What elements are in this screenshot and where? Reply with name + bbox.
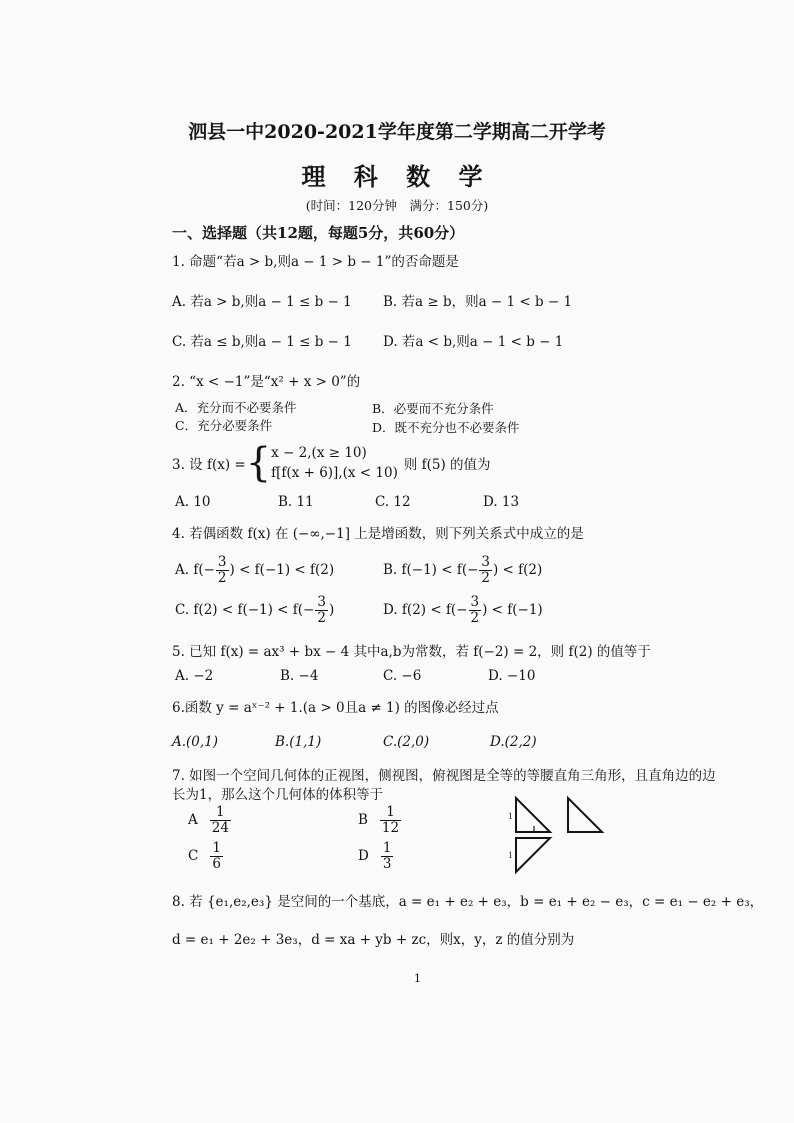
front-view-edge-label: 1 — [508, 811, 513, 821]
piecewise-brace: { — [245, 440, 272, 486]
fraction-three-halves — [479, 555, 492, 584]
question-1-option-c: C. 若a ≤ b,则a − 1 ≤ b − 1 — [172, 334, 352, 350]
question-2-option-c: C．充分必要条件 — [175, 418, 273, 433]
question-1-option-a: A. 若a > b,则a − 1 ≤ b − 1 — [172, 294, 352, 310]
fraction-numerator: 3 — [317, 594, 326, 611]
option-a-text-end: ) < f(−1) < f(2) — [229, 562, 335, 578]
fraction-denominator: 3 — [382, 855, 392, 872]
question-8-line-2: d = e₁ + 2e₂ + 3e₃，d = xa + yb + zc，则x，y，z 的值分别为 — [172, 932, 575, 948]
piecewise-case-1: x − 2,(x ≥ 10) — [271, 444, 367, 461]
exam-title: 泗县一中2020-2021学年度第二学期高二开学考 — [188, 121, 606, 143]
question-4-option-a — [175, 552, 334, 588]
question-3-option-b: B. 11 — [278, 494, 314, 510]
fraction-numerator: 1 — [380, 805, 401, 820]
question-6-stem: 6.函数 y = aˣ⁻² + 1.(a > 0且a ≠ 1) 的图像必经过点 — [172, 700, 499, 716]
question-1-option-b: B. 若a ≥ b，则a − 1 < b − 1 — [383, 294, 573, 310]
question-2-stem: 2. “x < −1”是“x² + x > 0”的 — [172, 374, 361, 390]
three-view-figure — [500, 792, 615, 887]
fraction-denominator: 24 — [211, 819, 229, 836]
fraction-denominator: 2 — [481, 569, 490, 586]
question-5-option-a: A. −2 — [175, 668, 214, 684]
fraction-denominator: 2 — [470, 609, 480, 626]
question-6-option-a: A.(0,1) — [172, 734, 219, 750]
fraction-numerator: 1 — [382, 840, 392, 857]
fraction-denominator: 12 — [381, 819, 400, 836]
fraction-numerator: 1 — [212, 840, 221, 857]
option-d-fraction — [381, 841, 394, 870]
fraction-denominator: 6 — [212, 855, 221, 872]
option-b-text-end: ) < f(2) — [493, 562, 543, 578]
question-2-option-a: A．充分而不必要条件 — [175, 400, 297, 415]
subject-title: 理 科 数 学 — [301, 162, 493, 191]
piecewise-case-2: f[f(x + 6)],(x < 10) — [271, 465, 398, 481]
question-3-option-d: D. 13 — [483, 494, 520, 510]
fraction-denominator: 2 — [217, 569, 227, 586]
option-c-label: C — [188, 848, 199, 864]
option-a-label: A — [188, 812, 198, 828]
fraction-numerator: 1 — [210, 805, 231, 820]
section-heading: 一、选择题（共12题，每题5分，共60分） — [172, 224, 465, 242]
question-4-option-b — [383, 552, 542, 588]
question-3-prefix: 3. 设 f(x) = — [172, 457, 246, 473]
question-3-stem — [172, 440, 491, 486]
fraction-numerator: 3 — [481, 554, 490, 571]
fraction-denominator: 2 — [317, 609, 326, 626]
question-6-option-c: C.(2,0) — [383, 734, 430, 750]
fraction-numerator: 3 — [217, 554, 227, 571]
question-4-stem: 4. 若偶函数 f(x) 在 (−∞,−1] 上是增函数，则下列关系式中成立的是 — [172, 526, 584, 542]
option-d-text-end: ) < f(−1) — [482, 602, 543, 618]
top-view-triangle — [516, 838, 550, 872]
option-b-text-start: B. f(−1) < f(− — [383, 562, 479, 578]
fraction-three-halves — [315, 595, 328, 624]
option-b-label: B — [358, 812, 368, 828]
question-7-stem-line-1: 7. 如图一个空间几何体的正视图，侧视图，俯视图是全等的等腰直角三角形，且直角边的边 — [172, 768, 716, 784]
question-6-option-b: B.(1,1) — [275, 734, 322, 750]
fraction-three-halves — [216, 555, 229, 584]
option-c-fraction — [210, 841, 223, 870]
page-number: 1 — [414, 972, 421, 985]
question-5-stem: 5. 已知 f(x) = ax³ + bx − 4 其中a,b为常数，若 f(−2) = 2，则 f(2) 的值等于 — [172, 644, 651, 660]
question-7-option-c — [188, 838, 224, 874]
option-d-text-start: D. f(2) < f(− — [383, 602, 468, 618]
question-1-option-d: D. 若a < b,则a − 1 < b − 1 — [383, 334, 564, 350]
question-5-option-d: D. −10 — [488, 668, 536, 684]
option-d-label: D — [358, 848, 369, 864]
question-3-option-c: C. 12 — [375, 494, 411, 510]
question-1-stem: 1. 命题“若a > b,则a − 1 > b − 1”的否命题是 — [172, 254, 459, 270]
side-view-triangle — [568, 798, 602, 832]
option-a-fraction — [210, 805, 231, 834]
question-7-option-b — [358, 802, 402, 838]
top-view-edge-label: 1 — [508, 850, 513, 860]
fraction-numerator: 3 — [470, 594, 480, 611]
question-2-option-b: B．必要而不充分条件 — [372, 401, 494, 416]
option-a-text-start: A. f(− — [175, 562, 215, 578]
question-7-option-a — [188, 802, 232, 838]
question-5-option-c: C. −6 — [383, 668, 422, 684]
question-3-suffix: 则 f(5) 的值为 — [403, 457, 491, 473]
question-6-option-d: D.(2,2) — [490, 734, 537, 750]
question-7-stem-line-2: 长为1，那么这个几何体的体积等于 — [172, 787, 384, 803]
option-c-text-start: C. f(2) < f(−1) < f(− — [175, 602, 315, 618]
question-8-line-1: 8. 若 {e₁,e₂,e₃} 是空间的一个基底，a = e₁ + e₂ + e₃，b = e₁ + e₂ − e₃，c = e₁ − e₂ + e₃， — [172, 894, 764, 910]
piecewise-cases — [271, 443, 398, 484]
exam-info: (时间：120分钟 满分：150分) — [305, 198, 489, 213]
question-7-option-d — [358, 838, 394, 874]
question-4-option-d — [383, 592, 543, 628]
question-3-option-a: A. 10 — [175, 494, 211, 510]
fraction-three-halves — [469, 595, 482, 624]
option-c-text-end: ) — [328, 602, 335, 618]
question-4-option-c — [175, 592, 334, 628]
option-b-fraction — [380, 805, 401, 834]
question-2-option-d: D．既不充分也不必要条件 — [372, 420, 520, 435]
question-5-option-b: B. −4 — [280, 668, 319, 684]
front-view-triangle — [516, 798, 550, 832]
